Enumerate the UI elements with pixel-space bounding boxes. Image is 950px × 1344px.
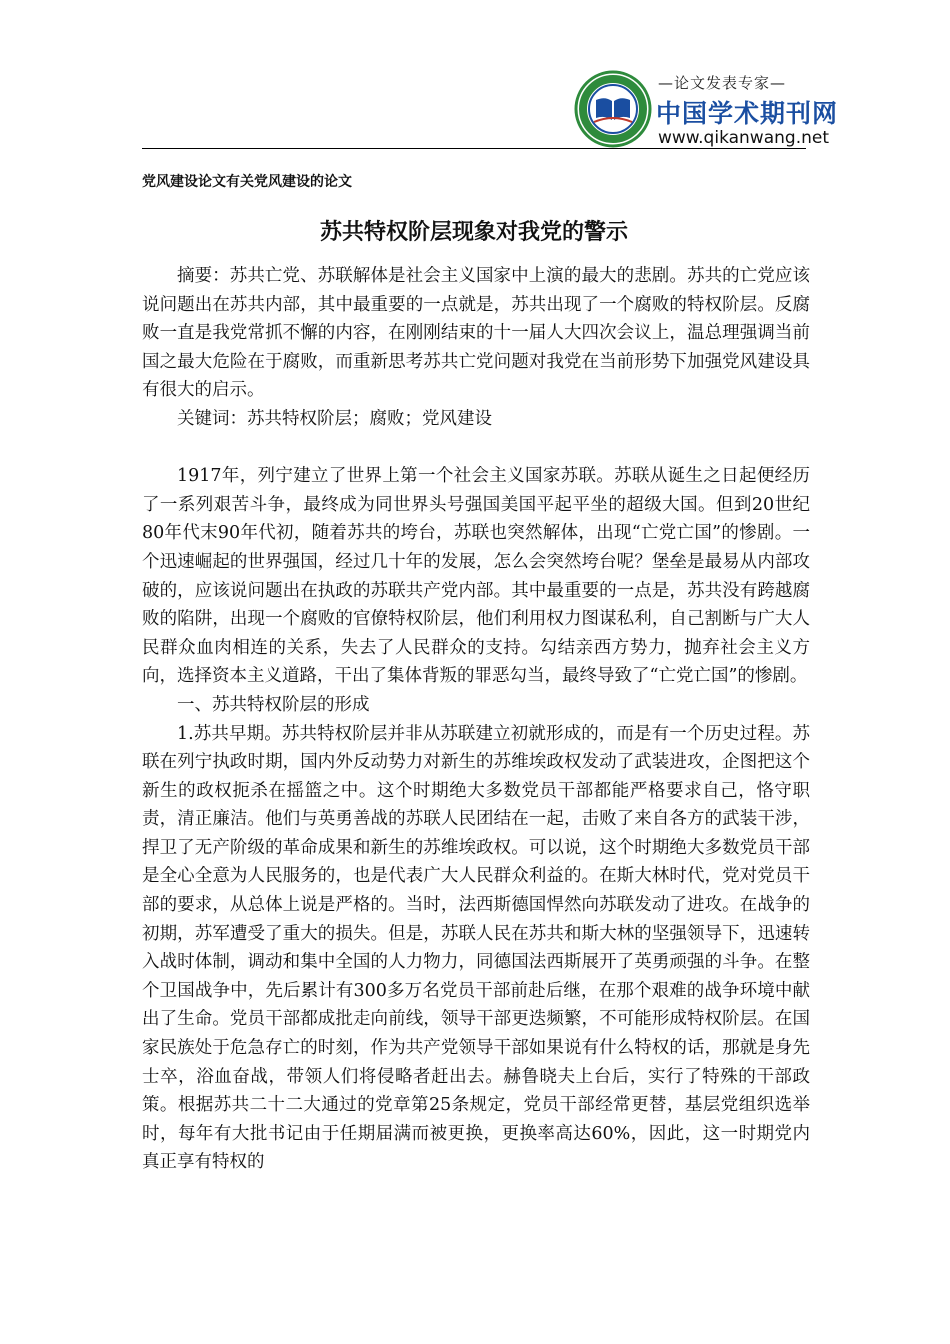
abstract-paragraph: 摘要：苏共亡党、苏联解体是社会主义国家中上演的最大的悲剧。苏共的亡党应该说问题出在苏共内部，其中最重要的一点就是，苏共出现了一个腐败的特权阶层。反腐败一直是我党常抓不懈的内容，在刚刚结束的十一届人大四次会议上，温总理强调当前国之最大危险在于腐败，而重新思考苏共亡党问题对我党在当前形势下加强党风建设具有很大的启示。 <box>142 266 810 401</box>
logo-site-name: 中国学术期刊网 <box>656 99 839 128</box>
article-title: 苏共特权阶层现象对我党的警示 <box>319 220 628 245</box>
keywords-line: 关键词：苏共特权阶层；腐败；党风建设 <box>177 408 492 429</box>
book-globe-icon <box>574 70 652 148</box>
logo-url: www.qikanwang.net <box>658 128 829 148</box>
header-divider <box>142 148 806 149</box>
logo-slogan: —论文发表专家— <box>658 74 787 92</box>
paragraph-spacer <box>142 434 810 463</box>
site-logo <box>566 62 839 152</box>
section-heading: 一、苏共特权阶层的形成 <box>177 694 370 715</box>
article-body <box>142 262 810 1177</box>
document-category: 党风建设论文有关党风建设的论文 <box>142 174 352 190</box>
section-paragraph: 1.苏共早期。苏共特权阶层并非从苏联建立初就形成的，而是有一个历史过程。苏联在列宁执政时期，国内外反动势力对新生的苏维埃政权发动了武装进攻，企图把这个新生的政权扼杀在摇篮之中。这个时期绝大多数党员干部都能严格要求自己，恪守职责，清正廉洁。他们与英勇善战的苏联人民团结在一起，击败了来自各方的武装干涉，捍卫了无产阶级的革命成果和新生的苏维埃政权。可以说，这个时期绝大多数党员干部是全心全意为人民服务的，也是代表广大人民群众利益的。在斯大林时代，党对党员干部的要求，从总体上说是严格的。当时，法西斯德国悍然向苏联发动了进攻。在战争的初期，苏军遭受了重大的损失。但是，苏联人民在苏共和斯大林的坚强领导下，迅速转入战时体制，调动和集中全国的人力物力，同德国法西斯展开了英勇顽强的斗争。在整个卫国战争中，先后累计有300多万名党员干部前赴后继，在那个艰难的战争环境中献出了生命。党员干部都成批走向前线，领导干部更迭频繁，不可能形成特权阶层。在国家民族处于危急存亡的时刻，作为共产党领导干部如果说有什么特权的话，那就是身先士卒，浴血奋战，带领人们将侵略者赶出去。赫鲁晓夫上台后，实行了特殊的干部政策。根据苏共二十二大通过的党章第25条规定，党员干部经常更替，基层党组织选举时，每年有大批书记由于任期届满而被更换，更换率高达60%，因此，这一时期党内真正享有特权的 <box>142 723 810 1173</box>
intro-paragraph: 1917年，列宁建立了世界上第一个社会主义国家苏联。苏联从诞生之日起便经历了一系列艰苦斗争，最终成为同世界头号强国美国平起平坐的超级大国。但到20世纪80年代末90年代初，随着苏共的垮台，苏联也突然解体，出现“亡党亡国”的惨剧。一个迅速崛起的世界强国，经过几十年的发展，怎么会突然垮台呢？堡垒是最易从内部攻破的，应该说问题出在执政的苏联共产党内部。其中最重要的一点是，苏共没有跨越腐败的陷阱，出现一个腐败的官僚特权阶层，他们利用权力图谋私利，自己割断与广大人民群众血肉相连的关系，失去了人民群众的支持。勾结亲西方势力，抛弃社会主义方向，选择资本主义道路，干出了集体背叛的罪恶勾当，最终导致了“亡党亡国”的惨剧。 <box>142 466 810 687</box>
